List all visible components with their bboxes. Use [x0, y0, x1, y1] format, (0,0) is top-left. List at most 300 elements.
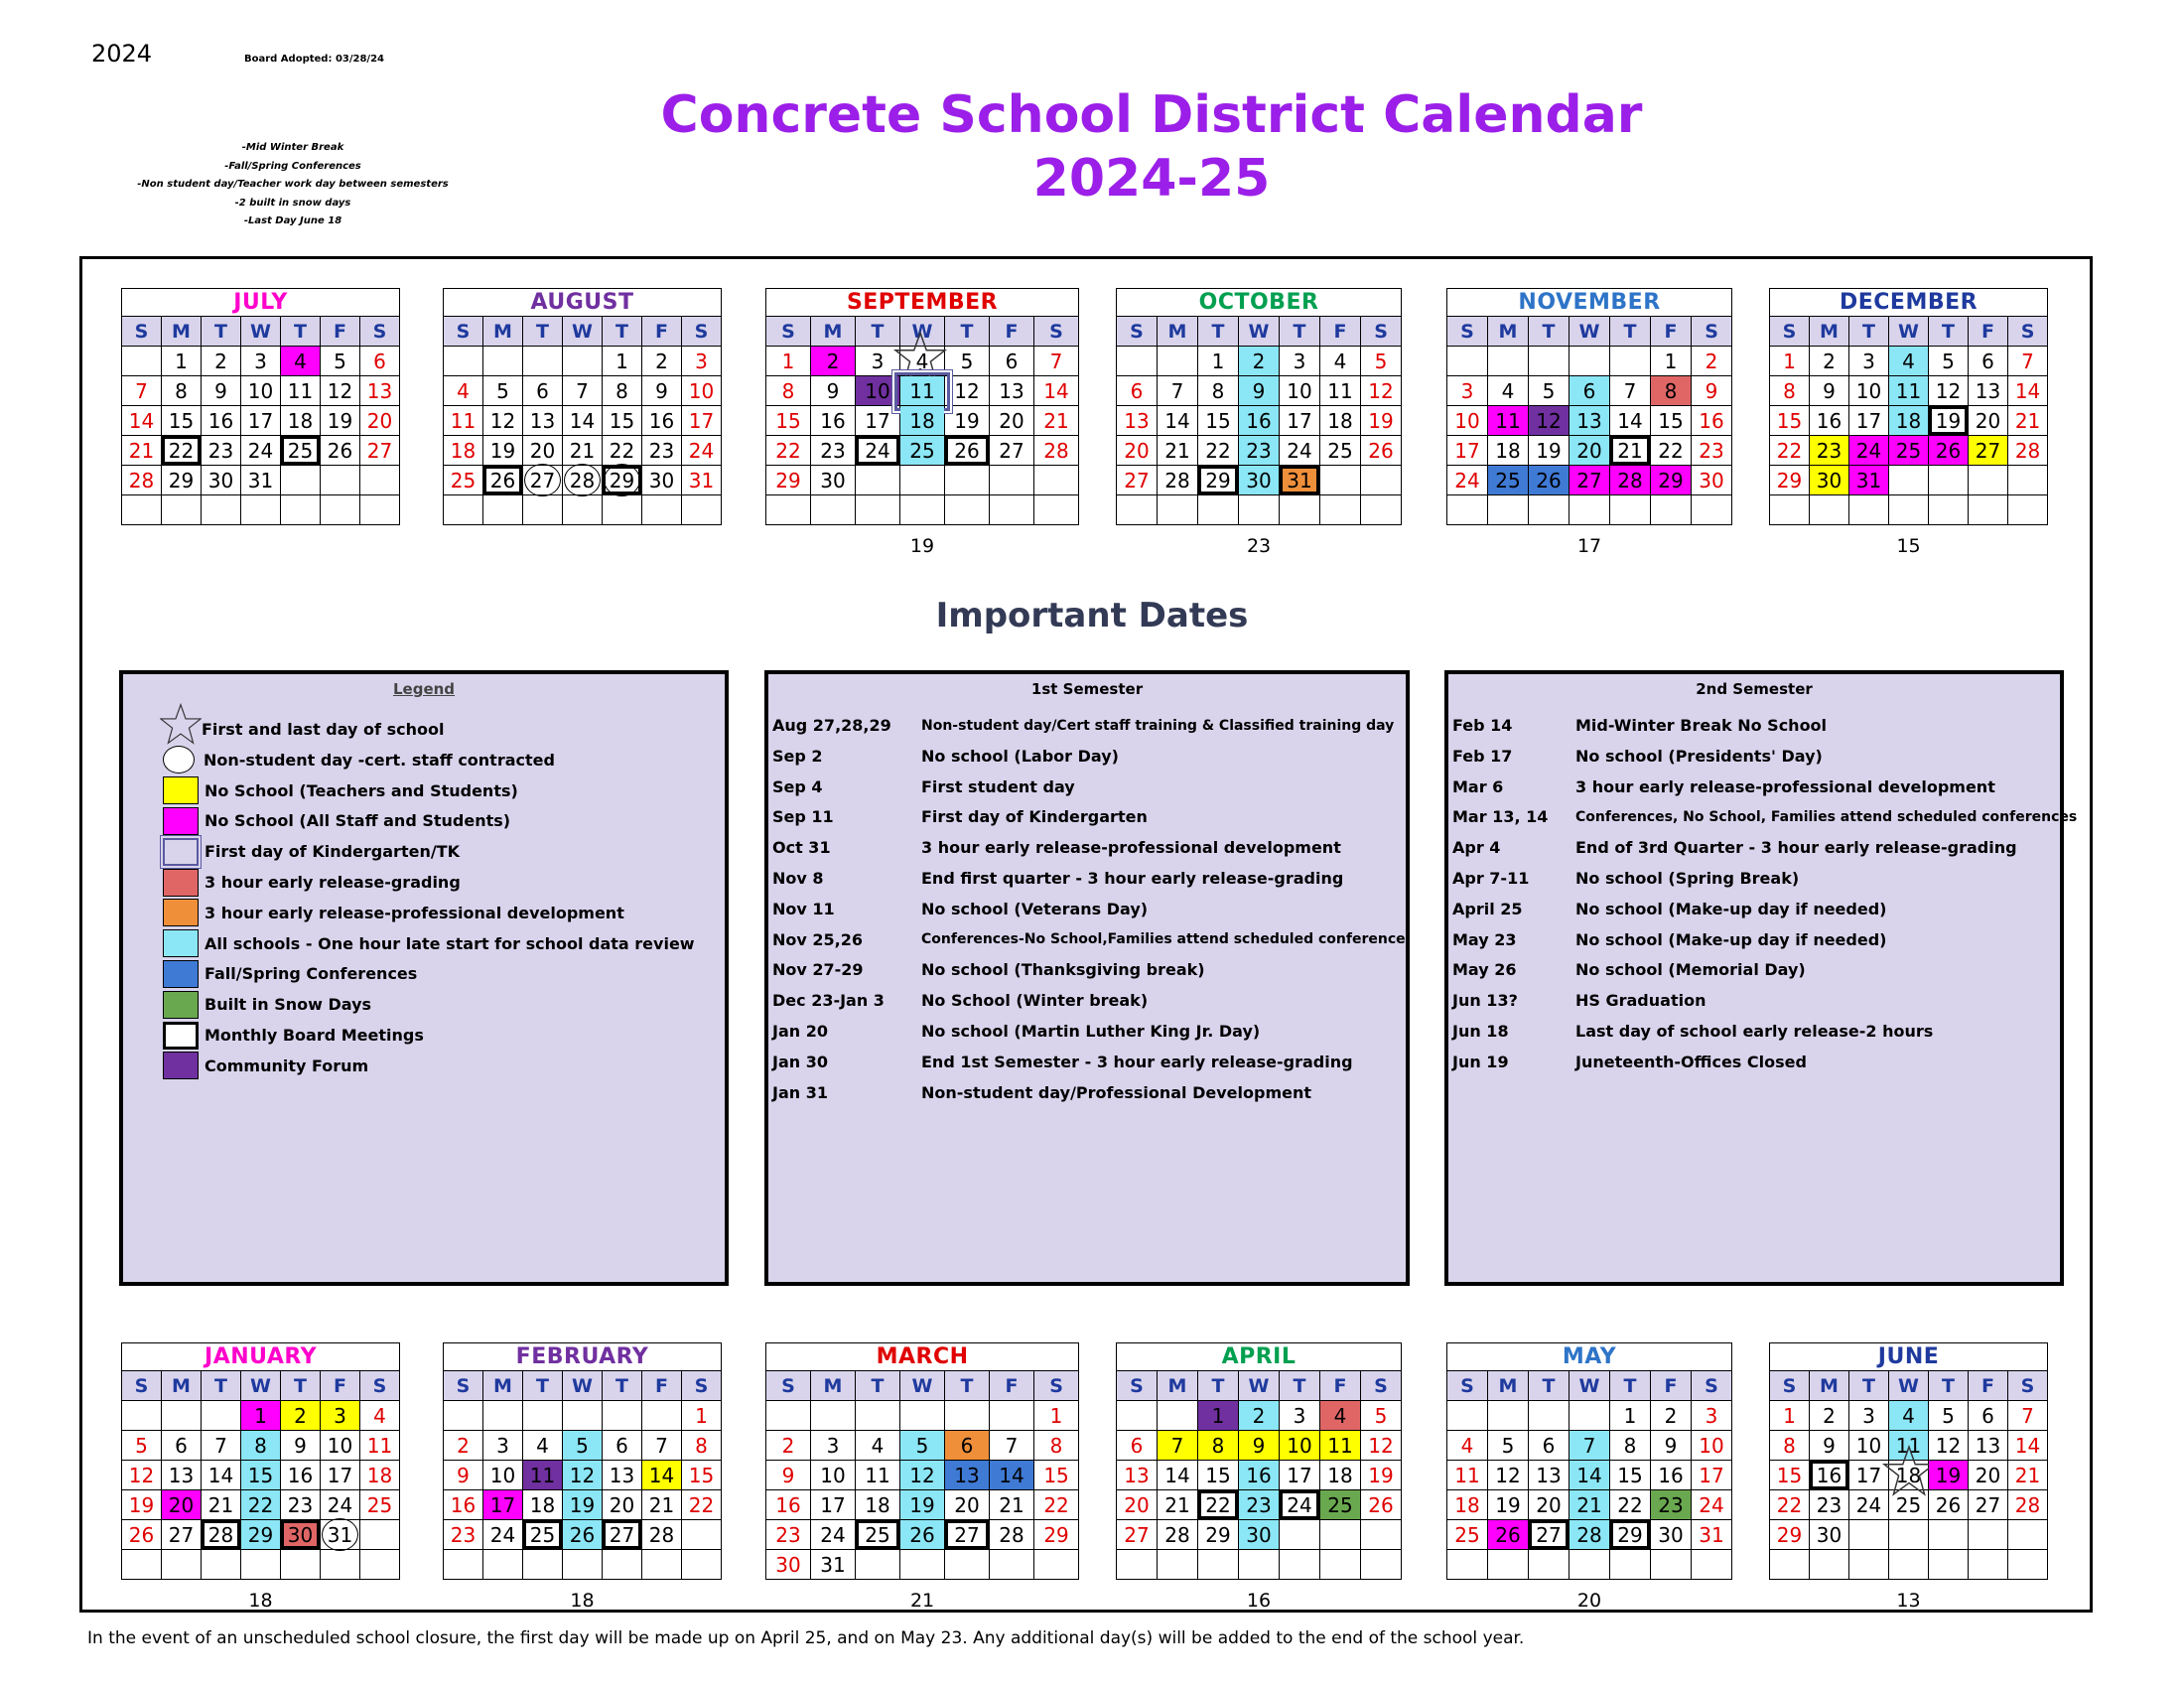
legend-label: First day of Kindergarten/TK	[205, 842, 460, 862]
semester2-panel	[1444, 670, 2078, 1286]
calendar-day: 12	[1361, 1431, 1402, 1461]
event-date: Mar 6	[1452, 776, 1504, 796]
calendar-day: 21	[2008, 406, 2048, 436]
weekday-header: F	[1651, 317, 1692, 347]
weekday-header: S	[682, 317, 722, 347]
event-description: Conferences-No School,Families attend scheduled conference	[921, 931, 1406, 948]
calendar-day: 20	[1969, 406, 2008, 436]
important-date-row	[1452, 954, 2056, 985]
calendar-day: 18	[281, 406, 321, 436]
calendar-day: 28	[2008, 436, 2048, 466]
calendar-day: 14	[563, 406, 603, 436]
important-date-row	[1452, 772, 2056, 802]
month-july	[121, 288, 400, 525]
weekday-header: S	[1447, 317, 1488, 347]
calendar-day: 8	[603, 376, 642, 406]
calendar-day: 16	[1239, 406, 1280, 436]
calendar-day: 15	[1198, 1461, 1239, 1490]
event-description: Juneteenth-Offices Closed	[1575, 1052, 1807, 1071]
weekday-header: T	[1529, 317, 1570, 347]
calendar-day: 10	[1280, 376, 1320, 406]
event-date: Oct 31	[772, 838, 831, 858]
legend-panel	[119, 670, 729, 1286]
weekday-header: S	[1117, 317, 1158, 347]
important-date-row	[1452, 801, 2078, 832]
calendar-day: 17	[1849, 1461, 1889, 1490]
calendar-day: 13	[1969, 1431, 2008, 1461]
calendar-day: 2	[766, 1431, 811, 1461]
event-date: Nov 11	[772, 899, 835, 918]
school-day-count: 18	[248, 1590, 273, 1612]
month-october	[1116, 288, 1402, 557]
footnote: In the event of an unscheduled school closure, the first day will be made up on April 25, and on May 23. Any additional day(s) will be added to the end of the school year.	[87, 1628, 1525, 1648]
calendar-day: 19	[900, 1490, 945, 1520]
event-date: Nov 27-29	[772, 960, 864, 980]
calendar-day: 23	[766, 1520, 811, 1550]
weekday-header: M	[1158, 1371, 1198, 1401]
calendar-day: 22	[682, 1490, 722, 1520]
month-name: SEPTEMBER	[766, 289, 1079, 317]
calendar-day: 10	[811, 1461, 856, 1490]
calendar-day: 27	[990, 436, 1034, 466]
calendar-day: 8	[1198, 1431, 1239, 1461]
weekday-header: W	[900, 1371, 945, 1401]
calendar-day: 14	[202, 1461, 241, 1490]
calendar-day: 15	[162, 406, 202, 436]
weekday-header: W	[1570, 1371, 1610, 1401]
month-name: AUGUST	[444, 289, 722, 317]
calendar-day: 23	[1692, 436, 1732, 466]
school-day-count: 19	[909, 535, 935, 557]
calendar-day: 4	[1889, 1401, 1929, 1431]
calendar-day: 15	[603, 406, 642, 436]
calendar-day: 19	[1361, 406, 1402, 436]
calendar-day: 17	[1849, 406, 1889, 436]
school-day-count: 16	[1246, 1590, 1272, 1612]
calendar-day: 10	[682, 376, 722, 406]
calendar-day: 4	[856, 1431, 900, 1461]
calendar-day: 21	[1158, 436, 1198, 466]
calendar-day: 7	[1158, 1431, 1198, 1461]
calendar-day: 3	[241, 347, 281, 376]
weekday-header: W	[1889, 1371, 1929, 1401]
month-february	[443, 1342, 722, 1612]
weekday-header: S	[2008, 1371, 2048, 1401]
calendar-day: 30	[811, 466, 856, 495]
calendar-day: 24	[682, 436, 722, 466]
calendar-day: 1	[1651, 347, 1692, 376]
calendar-day: 2	[1810, 1401, 1849, 1431]
weekday-header: W	[1239, 1371, 1280, 1401]
calendar-day: 26	[563, 1520, 603, 1550]
important-date-row	[772, 954, 1402, 985]
calendar-day: 7	[1034, 347, 1079, 376]
legend-item	[163, 898, 624, 928]
calendar-day: 7	[642, 1431, 682, 1461]
calendar-day: 5	[1529, 376, 1570, 406]
calendar-day: 28	[1570, 1520, 1610, 1550]
calendar-day: 7	[1610, 376, 1651, 406]
calendar-day: 17	[321, 1461, 360, 1490]
header-notes	[119, 139, 467, 231]
weekday-header: T	[1610, 317, 1651, 347]
legend-label: Built in Snow Days	[205, 995, 372, 1015]
calendar-day: 31	[682, 466, 722, 495]
weekday-header: S	[444, 1371, 483, 1401]
calendar-day: 18	[1320, 406, 1361, 436]
event-description: 3 hour early release-professional development	[921, 838, 1341, 858]
weekday-header: T	[945, 317, 990, 347]
calendar-day: 7	[990, 1431, 1034, 1461]
calendar-day: 9	[1239, 376, 1280, 406]
calendar-day: 6	[603, 1431, 642, 1461]
legend-label: No School (Teachers and Students)	[205, 780, 518, 800]
calendar-day: 8	[1610, 1431, 1651, 1461]
calendar-day: 29	[1770, 466, 1810, 495]
month-name: MARCH	[766, 1343, 1079, 1371]
calendar-day: 23	[1651, 1490, 1692, 1520]
legend-item	[163, 989, 371, 1020]
calendar-day: 22	[1034, 1490, 1079, 1520]
weekday-header: S	[1361, 317, 1402, 347]
calendar-day: 14	[122, 406, 162, 436]
weekday-header: F	[321, 317, 360, 347]
color-swatch-purple	[163, 1052, 199, 1079]
calendar-day: 5	[900, 1431, 945, 1461]
legend-label: Community Forum	[205, 1055, 369, 1075]
event-description: No school (Thanksgiving break)	[921, 960, 1205, 980]
school-day-count: 21	[909, 1590, 935, 1612]
calendar-day: 21	[1034, 406, 1079, 436]
calendar-day: 27	[360, 436, 400, 466]
event-description: No school (Labor Day)	[921, 746, 1119, 766]
calendar-day: 10	[1692, 1431, 1732, 1461]
calendar-day: 29	[1651, 466, 1692, 495]
weekday-header: S	[122, 317, 162, 347]
calendar-day: 3	[321, 1401, 360, 1431]
calendar-day: 21	[990, 1490, 1034, 1520]
calendar-day: 5	[1361, 347, 1402, 376]
calendar-day: 18	[900, 406, 945, 436]
event-date: April 25	[1452, 899, 1523, 918]
calendar-day: 22	[162, 436, 202, 466]
event-date: Nov 25,26	[772, 929, 863, 949]
calendar-day: 15	[766, 406, 811, 436]
title-line1: Concrete School District Calendar	[660, 85, 1643, 145]
calendar-day: 7	[563, 376, 603, 406]
calendar-day: 21	[2008, 1461, 2048, 1490]
calendar-day: 14	[2008, 1431, 2048, 1461]
calendar-day: 3	[1280, 1401, 1320, 1431]
calendar-day: 30	[1239, 1520, 1280, 1550]
calendar-day: 3	[856, 347, 900, 376]
calendar-day: 16	[202, 406, 241, 436]
calendar-day: 31	[1692, 1520, 1732, 1550]
calendar-day: 11	[1320, 376, 1361, 406]
note-line: -Mid Winter Break	[241, 142, 344, 153]
calendar-day: 3	[1692, 1401, 1732, 1431]
calendar-day: 20	[1570, 436, 1610, 466]
event-description: Non-student day/Cert staff training & Classified training day	[921, 717, 1395, 734]
calendar-day: 9	[202, 376, 241, 406]
weekday-header: M	[811, 317, 856, 347]
calendar-day: 3	[1849, 1401, 1889, 1431]
calendar-day: 23	[444, 1520, 483, 1550]
calendar-day: 24	[483, 1520, 523, 1550]
calendar-day: 9	[281, 1431, 321, 1461]
calendar-day: 9	[811, 376, 856, 406]
calendar-day: 23	[811, 436, 856, 466]
event-date: Sep 2	[772, 746, 823, 766]
calendar-day: 28	[990, 1520, 1034, 1550]
event-date: Apr 7-11	[1452, 869, 1530, 888]
calendar-day: 9	[1239, 1431, 1280, 1461]
event-date: Mar 13, 14	[1452, 807, 1549, 827]
calendar-day: 13	[1570, 406, 1610, 436]
weekday-header: F	[642, 1371, 682, 1401]
weekday-header: F	[1969, 1371, 2008, 1401]
legend-item	[163, 745, 555, 775]
weekday-header: W	[1570, 317, 1610, 347]
month-name: OCTOBER	[1117, 289, 1402, 317]
calendar-day: 13	[945, 1461, 990, 1490]
calendar-day: 7	[202, 1431, 241, 1461]
calendar-day: 9	[1810, 1431, 1849, 1461]
calendar-day: 23	[281, 1490, 321, 1520]
important-date-row	[1452, 1047, 2056, 1077]
weekday-header: M	[1810, 317, 1849, 347]
school-day-count: 23	[1246, 535, 1272, 557]
calendar-day: 3	[682, 347, 722, 376]
legend-item	[163, 714, 444, 745]
calendar-day: 22	[1610, 1490, 1651, 1520]
important-date-row	[772, 924, 1406, 955]
important-date-row	[1452, 924, 2056, 955]
calendar-day: 15	[682, 1461, 722, 1490]
calendar-day: 30	[766, 1550, 811, 1580]
calendar-day: 9	[1692, 376, 1732, 406]
calendar-day: 14	[1158, 1461, 1198, 1490]
year-label: 2024	[91, 40, 153, 68]
kindergarten-icon	[163, 838, 199, 866]
calendar-day: 11	[1320, 1431, 1361, 1461]
calendar-day: 27	[523, 466, 563, 495]
calendar-day: 17	[682, 406, 722, 436]
calendar-day: 22	[1770, 1490, 1810, 1520]
calendar-day: 26	[483, 466, 523, 495]
calendar-day: 27	[1969, 436, 2008, 466]
important-dates-heading: Important Dates	[935, 596, 1249, 635]
calendar-day: 4	[1320, 1401, 1361, 1431]
calendar-day: 24	[241, 436, 281, 466]
school-day-count: 15	[1896, 535, 1921, 557]
legend-label: 3 hour early release-professional development	[205, 903, 624, 922]
calendar-day: 8	[1651, 376, 1692, 406]
calendar-day: 11	[281, 376, 321, 406]
calendar-day: 17	[483, 1490, 523, 1520]
weekday-header: T	[856, 1371, 900, 1401]
weekday-header: F	[1320, 317, 1361, 347]
calendar-day: 9	[766, 1461, 811, 1490]
weekday-header: F	[990, 1371, 1034, 1401]
calendar-day: 27	[1117, 1520, 1158, 1550]
star-icon	[160, 703, 202, 745]
calendar-day: 1	[1610, 1401, 1651, 1431]
calendar-day: 4	[1889, 347, 1929, 376]
calendar-day: 22	[766, 436, 811, 466]
weekday-header: S	[122, 1371, 162, 1401]
month-march	[765, 1342, 1079, 1612]
calendar-day: 3	[1447, 376, 1488, 406]
calendar-day: 11	[523, 1461, 563, 1490]
legend-item	[163, 836, 460, 867]
calendar-day: 28	[202, 1520, 241, 1550]
calendar-day: 5	[1929, 1401, 1969, 1431]
event-date: Nov 8	[772, 869, 824, 888]
calendar-day: 24	[1280, 1490, 1320, 1520]
calendar-day: 9	[1651, 1431, 1692, 1461]
event-description: Last day of school early release-2 hours	[1575, 1022, 1934, 1041]
semester1-title: 1st Semester	[1030, 680, 1144, 698]
note-line: -2 built in snow days	[234, 197, 351, 209]
note-line: -Last Day June 18	[243, 215, 342, 226]
legend-label: First and last day of school	[202, 720, 445, 739]
event-description: Conferences, No School, Families attend scheduled conferences	[1575, 808, 2078, 825]
calendar-day: 3	[1280, 347, 1320, 376]
color-swatch-cyan	[163, 929, 199, 957]
month-august	[443, 288, 722, 525]
important-date-row	[772, 863, 1402, 894]
calendar-day: 11	[360, 1431, 400, 1461]
color-swatch-magenta	[163, 807, 199, 835]
calendar-day: 27	[1529, 1520, 1570, 1550]
calendar-day: 15	[1610, 1461, 1651, 1490]
calendar-day: 17	[1280, 1461, 1320, 1490]
calendar-day: 15	[1198, 406, 1239, 436]
calendar-day: 26	[1929, 436, 1969, 466]
calendar-day: 17	[856, 406, 900, 436]
month-june	[1769, 1342, 2048, 1612]
calendar-day: 1	[1770, 347, 1810, 376]
calendar-day: 10	[856, 376, 900, 406]
weekday-header: M	[1810, 1371, 1849, 1401]
event-date: May 23	[1452, 929, 1517, 949]
calendar-day: 1	[766, 347, 811, 376]
weekday-header: T	[1280, 317, 1320, 347]
calendar-day: 6	[1529, 1431, 1570, 1461]
important-date-row	[1452, 894, 2056, 924]
calendar-day: 12	[1488, 1461, 1529, 1490]
calendar-day: 10	[1447, 406, 1488, 436]
calendar-day: 14	[642, 1461, 682, 1490]
school-day-count: 20	[1576, 1590, 1602, 1612]
weekday-header: T	[1929, 317, 1969, 347]
calendar-day: 25	[1447, 1520, 1488, 1550]
calendar-day: 20	[1969, 1461, 2008, 1490]
calendar-day: 15	[1034, 1461, 1079, 1490]
calendar-day: 24	[321, 1490, 360, 1520]
weekday-header: S	[1447, 1371, 1488, 1401]
calendar-day: 19	[563, 1490, 603, 1520]
calendar-day: 29	[1198, 466, 1239, 495]
calendar-day: 12	[945, 376, 990, 406]
calendar-day: 22	[1198, 1490, 1239, 1520]
calendar-day: 28	[1610, 466, 1651, 495]
weekday-header: F	[321, 1371, 360, 1401]
calendar-day: 18	[360, 1461, 400, 1490]
weekday-header: M	[811, 1371, 856, 1401]
calendar-day: 24	[1849, 1490, 1889, 1520]
calendar-day: 10	[1849, 376, 1889, 406]
event-description: Non-student day/Professional Development	[921, 1082, 1312, 1102]
important-date-row	[772, 710, 1402, 741]
calendar-day: 28	[563, 466, 603, 495]
calendar-day: 4	[1320, 347, 1361, 376]
calendar-day: 4	[281, 347, 321, 376]
weekday-header: T	[1610, 1371, 1651, 1401]
calendar-day: 2	[1692, 347, 1732, 376]
important-date-row	[772, 1047, 1402, 1077]
event-description: First day of Kindergarten	[921, 807, 1148, 827]
calendar-day: 6	[1969, 347, 2008, 376]
calendar-day: 1	[1198, 1401, 1239, 1431]
legend-item	[163, 805, 510, 836]
calendar-day: 23	[642, 436, 682, 466]
month-april	[1116, 1342, 1402, 1612]
calendar-day: 20	[990, 406, 1034, 436]
event-date: Jun 13?	[1452, 991, 1518, 1011]
calendar-day: 25	[856, 1520, 900, 1550]
calendar-day: 26	[321, 436, 360, 466]
calendar-day: 8	[682, 1431, 722, 1461]
calendar-day: 12	[1529, 406, 1570, 436]
calendar-day: 21	[1610, 436, 1651, 466]
calendar-day: 6	[162, 1431, 202, 1461]
weekday-header: M	[1488, 1371, 1529, 1401]
calendar-day: 7	[122, 376, 162, 406]
calendar-day: 18	[523, 1490, 563, 1520]
calendar-day: 15	[1651, 406, 1692, 436]
calendar-day: 25	[1488, 466, 1529, 495]
calendar-day: 12	[1361, 376, 1402, 406]
calendar-day: 1	[1034, 1401, 1079, 1431]
calendar-day: 29	[603, 466, 642, 495]
calendar-day-first-last: 18	[1889, 1461, 1929, 1490]
weekday-header: S	[1692, 1371, 1732, 1401]
month-name: JUNE	[1770, 1343, 2048, 1371]
calendar-day: 13	[360, 376, 400, 406]
calendar-day: 30	[1692, 466, 1732, 495]
note-line: -Non student day/Teacher work day between semesters	[137, 179, 449, 190]
weekday-header: M	[1488, 317, 1529, 347]
weekday-header: T	[523, 317, 563, 347]
calendar-day: 10	[241, 376, 281, 406]
calendar-day: 19	[1361, 1461, 1402, 1490]
calendar-day: 12	[483, 406, 523, 436]
calendar-day: 5	[483, 376, 523, 406]
calendar-day: 7	[1158, 376, 1198, 406]
calendar-day: 24	[1447, 466, 1488, 495]
calendar-day: 6	[945, 1431, 990, 1461]
calendar-day: 24	[856, 436, 900, 466]
calendar-day: 29	[1034, 1520, 1079, 1550]
important-date-row	[1452, 985, 2056, 1016]
calendar-day: 20	[1117, 1490, 1158, 1520]
calendar-day: 4	[360, 1401, 400, 1431]
calendar-day: 5	[321, 347, 360, 376]
month-december	[1769, 288, 2048, 557]
important-date-row	[772, 1016, 1402, 1047]
